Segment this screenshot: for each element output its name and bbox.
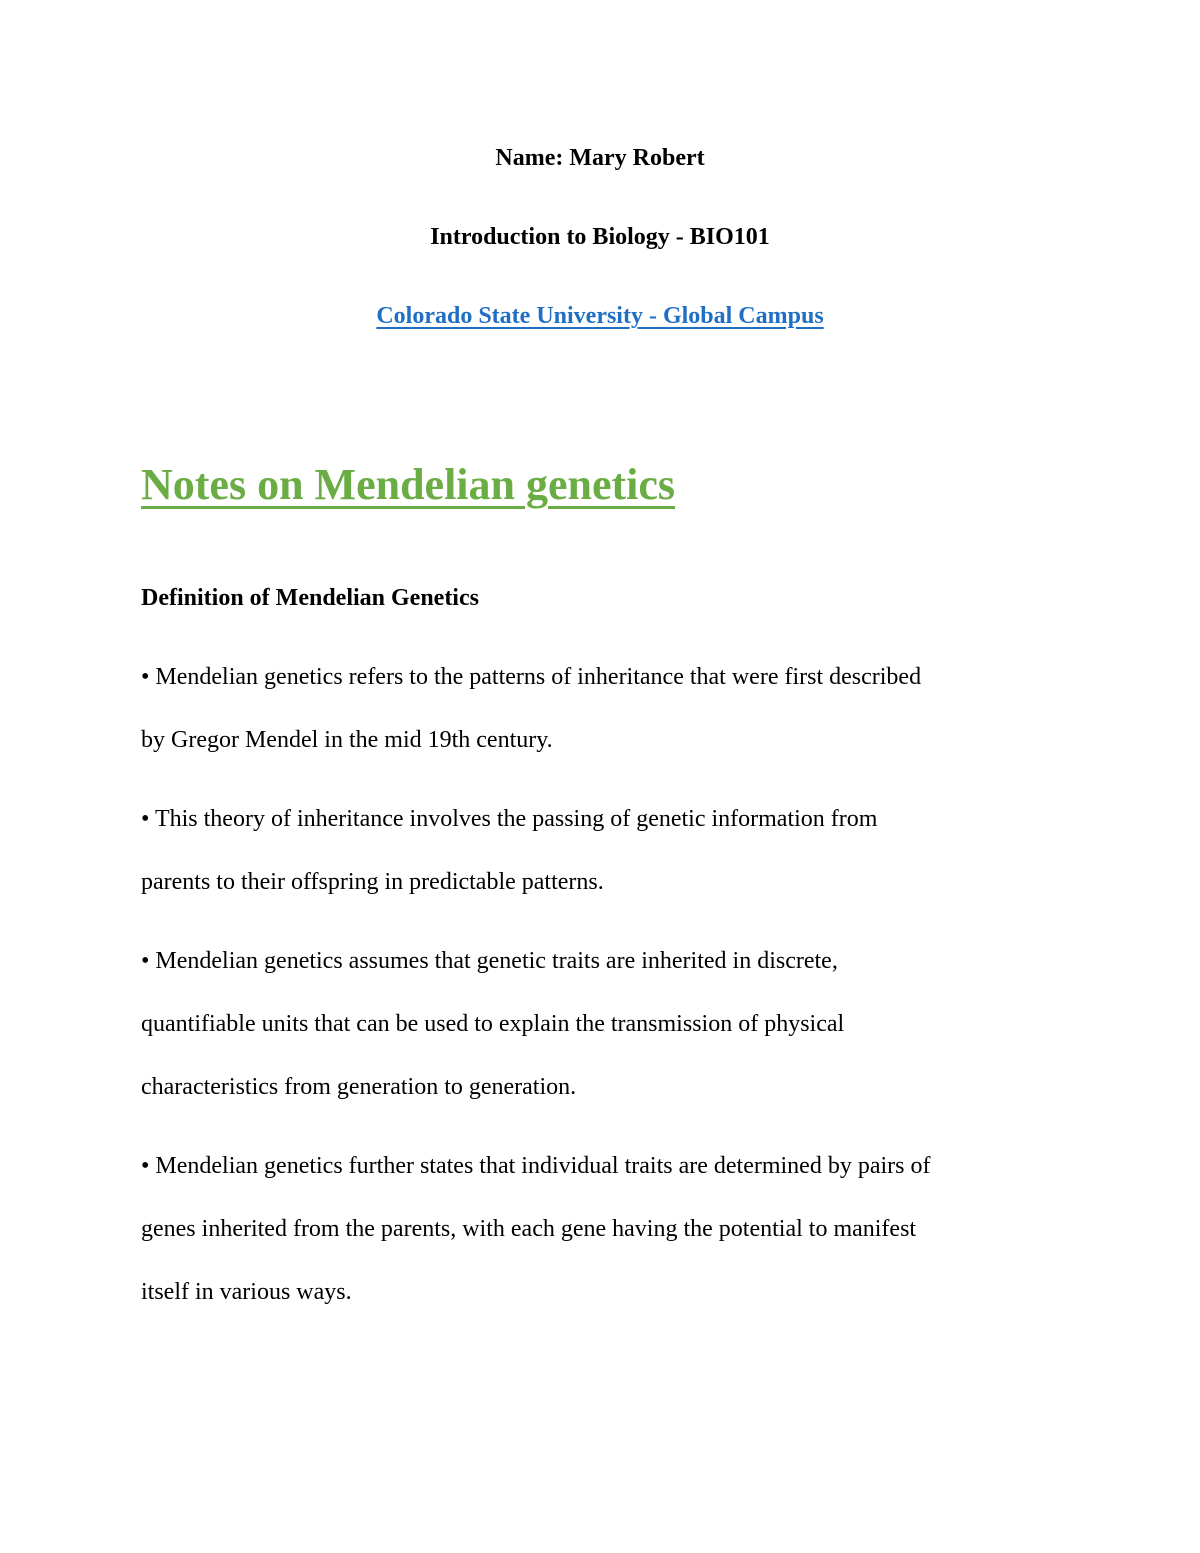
bullet-line: • Mendelian genetics assumes that genetic traits are inherited in discrete, — [141, 948, 838, 974]
bullet-line: • Mendelian genetics further states that individual traits are determined by pairs of — [141, 1153, 931, 1179]
bullet-paragraph — [141, 946, 1061, 1102]
section-heading: Definition of Mendelian Genetics — [141, 585, 479, 611]
bullet-paragraph — [141, 804, 1061, 897]
bullet-paragraph — [141, 662, 1061, 755]
bullet-line: by Gregor Mendel in the mid 19th century. — [141, 727, 553, 753]
bullet-line: quantifiable units that can be used to explain the transmission of physical — [141, 1011, 845, 1037]
institution-link[interactable]: Colorado State University - Global Campus — [376, 303, 824, 329]
notes-title: Notes on Mendelian genetics — [141, 460, 676, 509]
course-title: Introduction to Biology - BIO101 — [430, 224, 770, 250]
bullet-line: genes inherited from the parents, with each gene having the potential to manifest — [141, 1216, 917, 1242]
bullet-line: • This theory of inheritance involves the passing of genetic information from — [141, 806, 878, 832]
bullet-line: characteristics from generation to generation. — [141, 1074, 577, 1100]
institution-link-line — [0, 301, 1200, 331]
bullet-line: parents to their offspring in predictable patterns. — [141, 869, 604, 895]
student-name: Name: Mary Robert — [495, 145, 705, 171]
bullet-paragraph — [141, 1151, 1061, 1307]
bullet-line: itself in various ways. — [141, 1279, 352, 1305]
bullet-line: • Mendelian genetics refers to the patterns of inheritance that were first described — [141, 664, 922, 690]
